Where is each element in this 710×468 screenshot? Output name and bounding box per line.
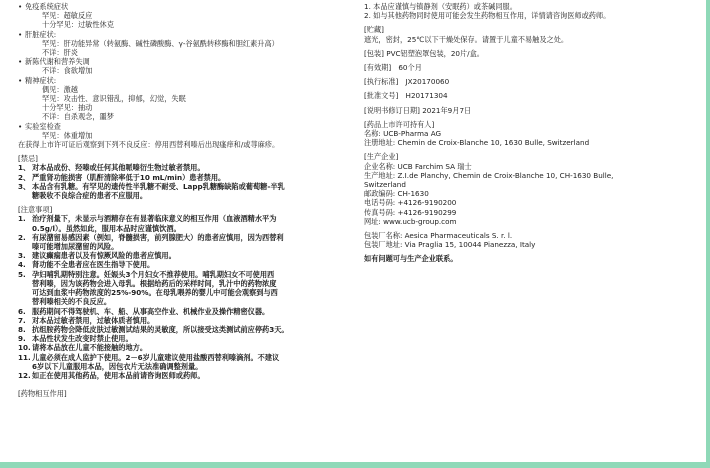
left-column	[18, 2, 350, 398]
adverse-effect-line: 十分罕见：抽动	[42, 103, 93, 113]
adverse-effect-line: 不详：自杀观念，噩梦	[42, 112, 114, 122]
precautions-title: [注意事项]	[18, 205, 53, 215]
precaution-item-number: 5.	[18, 269, 26, 279]
precautions-list	[18, 214, 350, 380]
maker-title: [生产企业]	[364, 152, 399, 162]
contraindication-item-text: 本品含有乳糖。有罕见的遗传性半乳糖不耐受、Lapp乳糖酶缺陷或葡萄糖-半乳	[32, 181, 285, 191]
adverse-effect-line: 罕见：攻击性、意识错乱，抑郁，幻觉，失眠	[42, 94, 186, 104]
holder-name: 名称: UCB-Pharma AG	[364, 129, 442, 139]
adverse-effect-line: • 免疫系统症状	[18, 2, 350, 11]
precaution-item	[18, 270, 350, 279]
precaution-item-continuation: 可达到血浆中药物浓度的25%-90%。在母乳喂养的婴儿中可能会观察到与西	[32, 288, 278, 298]
contraindication-item-number: 3、	[18, 181, 31, 191]
precaution-item-text: 本品性状发生改变时禁止使用。	[32, 334, 133, 344]
precaution-item-text: 服药期间不得驾驶机、车、船、从事高空作业、机械作业及操作精密仪器。	[32, 306, 270, 316]
package-text: [包装] PVC铝塑泡罩包装，20片/盒。	[364, 48, 484, 58]
precaution-item	[18, 343, 350, 352]
precaution-item-continuation: 嗪可能增加尿潴留的风险。	[32, 242, 119, 252]
precaution-item-continuation: 替利嗪相关的不良反应。	[32, 297, 112, 307]
precaution-item-number: 8.	[18, 324, 26, 334]
maker-website: 网址: www.ucb-group.com	[364, 216, 457, 226]
packer-name: 包装厂名称: Aesica Pharmaceuticals S. r. l.	[364, 231, 513, 241]
precaution-item	[18, 307, 350, 316]
interaction-line-1: 1. 本品应谨慎与镇静剂（安眠药）或茶碱同服。	[364, 2, 517, 11]
adverse-effect-line: • 肝脏症状:	[18, 30, 350, 39]
precaution-item-continuation: 替利嗪，因为该药物会进入母乳。根据给药后的采样时间，乳汁中的药物浓度	[32, 278, 277, 288]
adverse-effect-line: • 实验室检查	[18, 122, 350, 131]
contraindication-item-text: 对本品成份、羟嗪或任何其他哌嗪衍生物过敏者禁用。	[32, 163, 205, 173]
adverse-effect-line: 在获得上市许可证后观察到下列不良反应：停用西替利嗪后出现瘙痒和/或荨麻疹。	[18, 140, 280, 150]
maker-postcode: 邮政编码: CH-1630	[364, 189, 429, 199]
contraindication-item-number: 2、	[18, 172, 31, 182]
contraindication-item	[18, 173, 350, 182]
precaution-item-number: 7.	[18, 315, 26, 325]
interaction-line-2: 2. 如与其他药物同时使用可能会发生药物相互作用，详情请咨询医师或药师。	[364, 11, 611, 21]
adverse-effect-line: • 精神症状:	[18, 76, 350, 85]
adverse-effects-list	[18, 2, 350, 149]
precaution-item	[18, 316, 350, 325]
contraindication-item	[18, 163, 350, 172]
revision-text: [说明书修订日期] 2021年9月7日	[364, 105, 472, 115]
precaution-item-continuation: 6岁以下儿童服用本品，因包衣片无法准确调整剂量。	[32, 361, 203, 371]
adverse-effect-line: 偶见：激越	[42, 84, 78, 94]
maker-phone: 电话号码: +4126-9190200	[364, 198, 457, 208]
precaution-item-text: 肾功能不全患者应在医生指导下使用。	[32, 260, 155, 270]
contraindication-item-text: 严重肾功能损害（肌酐清除率低于10 mL/min）患者禁用。	[32, 172, 226, 182]
holder-address: 注册地址: Chemin de Croix-Blanche 10, 1630 Bulle, Switzerland	[364, 138, 590, 148]
precaution-item-text: 建议癫痫患者以及有惊厥风险的患者应慎用。	[32, 251, 176, 261]
precaution-item	[18, 353, 350, 362]
precaution-item-text: 对本品过敏者禁用，过敏体质者慎用。	[32, 315, 155, 325]
precaution-item-text: 如正在使用其他药品，使用本品前请咨询医师或药师。	[32, 370, 205, 380]
adverse-effect-line: 不详：肝炎	[42, 48, 78, 58]
adverse-effect-line: 罕见：超敏反应	[42, 11, 93, 21]
contact-note: 如有问题可与生产企业联系。	[364, 254, 458, 264]
precaution-item-text: 请将本品放在儿童不能接触的地方。	[32, 343, 148, 353]
interaction-title: [药物相互作用]	[18, 389, 67, 399]
adverse-effect-line: 罕见：肝功能异常（转氨酶、碱性磷酸酶、γ-谷氨酰转移酶和胆红素升高）	[42, 38, 279, 48]
precaution-item-text: 抗组胺药物会降低皮肤过敏测试结果的灵敏度，所以接受这类测试前应停药3天。	[32, 324, 289, 334]
precaution-item	[18, 233, 350, 242]
holder-title: [药品上市许可持有人]	[364, 119, 435, 129]
contraindication-item-continuation: 糖吸收不良综合症的患者不应服用。	[32, 191, 148, 201]
precaution-item-number: 11.	[18, 352, 31, 362]
precaution-item-number: 9.	[18, 334, 26, 344]
adverse-effect-line: 不详：食欲增加	[42, 66, 93, 76]
precaution-item-number: 2.	[18, 232, 26, 242]
adverse-effect-line: 十分罕见：过敏性休克	[42, 20, 114, 30]
precaution-item	[18, 371, 350, 380]
standard-text: [执行标准] JX20170060	[364, 77, 450, 87]
contraindication-item-number: 1、	[18, 163, 31, 173]
precaution-item	[18, 260, 350, 269]
contraindications-title: [禁忌]	[18, 154, 38, 164]
precaution-item	[18, 251, 350, 260]
validity-text: [有效期] 60个月	[364, 63, 422, 73]
storage-text: 遮光，密封，25℃以下干燥处保存。请置于儿童不易触及之处。	[364, 34, 569, 44]
precaution-item	[18, 325, 350, 334]
adverse-effect-line: • 新陈代谢和营养失调	[18, 57, 350, 66]
precaution-item-number: 1.	[18, 214, 26, 224]
precaution-item-number: 10.	[18, 343, 31, 353]
approval-text: [批准文号] H20171304	[364, 91, 448, 101]
adverse-effect-line: 罕见：体重增加	[42, 130, 93, 140]
precaution-item-number: 12.	[18, 370, 31, 380]
precaution-item-number: 3.	[18, 251, 26, 261]
maker-name: 企业名称: UCB Farchim SA 瑞士	[364, 161, 472, 171]
maker-address: 生产地址: Z.I.de Planchy, Chemin de Croix-Blanche 10, CH-1630 Bulle,	[364, 170, 614, 180]
packer-address: 包装厂地址: Via Praglia 15, 10044 Pianezza, Italy	[364, 240, 536, 250]
storage-title: [贮藏]	[364, 25, 384, 35]
precaution-item-continuation: 0.5g/l）。虽然如此，服用本品时应谨慎饮酒。	[32, 223, 181, 233]
maker-fax: 传真号码: +4126-9190299	[364, 207, 457, 217]
precaution-item	[18, 214, 350, 223]
precaution-item-text: 有尿潴留易感因素（例如，脊髓损害，前列腺肥大）的患者应慎用，因为西替利	[32, 232, 284, 242]
precaution-item-number: 6.	[18, 306, 26, 316]
contraindication-item	[18, 182, 350, 191]
contraindications-list	[18, 163, 350, 200]
precaution-item-number: 4.	[18, 260, 26, 270]
precaution-item	[18, 334, 350, 343]
precaution-item-text: 治疗剂量下，未显示与酒精存在有显著临床意义的相互作用（血液酒精水平为	[32, 214, 277, 224]
maker-address-cont: Switzerland	[364, 180, 406, 190]
precaution-item-text: 儿童必须在成人监护下使用。2－6岁儿童建议使用盐酸西替利嗪滴剂。不建议	[32, 352, 280, 362]
right-column	[364, 2, 700, 264]
precaution-item-text: 孕妇哺乳期特别注意。妊娠头3个月妇女不推荐使用。哺乳期妇女不可使用西	[32, 269, 275, 279]
